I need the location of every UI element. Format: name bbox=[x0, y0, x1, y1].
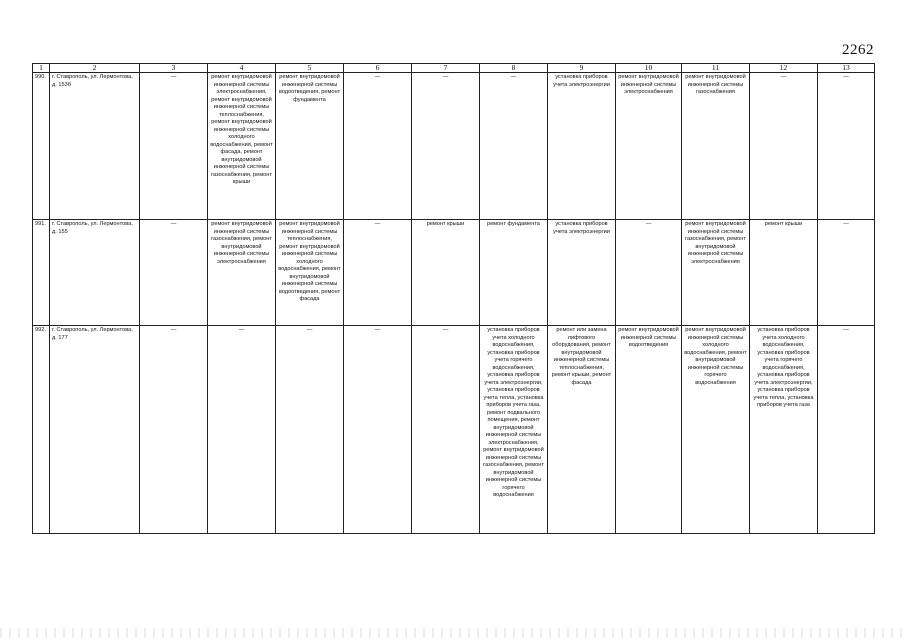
column-number: 3 bbox=[140, 64, 208, 73]
table-cell: — bbox=[208, 326, 276, 534]
address-cell: г. Ставрополь, ул. Лермонтова, д. 155 bbox=[50, 220, 140, 326]
table-cell: — bbox=[480, 73, 548, 220]
column-number: 6 bbox=[344, 64, 412, 73]
column-number: 11 bbox=[682, 64, 750, 73]
table-cell: ремонт внутридомовой инженерной системы холодного водоснабжения, ремонт внутридомовой инженерной системы горячего водоснабжения bbox=[682, 326, 750, 534]
table-row bbox=[33, 73, 875, 220]
table-cell: ремонт или замена лифтового оборудования, ремонт внутридомовой инженерной системы теплоснабжения, ремонт крыши, ремонт фасада bbox=[548, 326, 616, 534]
page-number: 2262 bbox=[842, 42, 874, 58]
table-cell: установка приборов учета электроэнергии bbox=[548, 220, 616, 326]
column-number-row bbox=[33, 64, 875, 73]
table-cell: ремонт внутридомовой инженерной системы газоснабжения, ремонт внутридомовой инженерной системы электроснабжения bbox=[208, 220, 276, 326]
table-cell: установка приборов учета холодного водоснабжения, установка приборов учета горячего водоснабжения, установка приборов учета электроэнергии, установка приборов учета тепла, установка приборов учета газа bbox=[750, 326, 818, 534]
table-cell: ремонт внутридомовой инженерной системы водоотведения, ремонт фундамента bbox=[276, 73, 344, 220]
column-number: 1 bbox=[33, 64, 50, 73]
column-number: 2 bbox=[50, 64, 140, 73]
table-cell: — bbox=[344, 326, 412, 534]
column-number: 5 bbox=[276, 64, 344, 73]
column-number: 13 bbox=[818, 64, 875, 73]
column-number: 10 bbox=[616, 64, 682, 73]
scan-noise bbox=[0, 628, 905, 638]
row-number: 992. bbox=[33, 326, 50, 534]
table-cell: — bbox=[276, 326, 344, 534]
table-cell: — bbox=[344, 220, 412, 326]
table-cell: — bbox=[818, 73, 875, 220]
table-cell: ремонт внутридомовой инженерной системы газоснабжения, ремонт внутридомовой инженерной системы электроснабжения bbox=[682, 220, 750, 326]
address-cell: г. Ставрополь, ул. Лермонтова, д. 177 bbox=[50, 326, 140, 534]
table-cell: ремонт внутридомовой инженерной системы электроснабжения bbox=[616, 73, 682, 220]
column-number: 12 bbox=[750, 64, 818, 73]
table-cell: — bbox=[750, 73, 818, 220]
table-cell: — bbox=[412, 73, 480, 220]
table-cell: установка приборов учета холодного водоснабжения, установка приборов учета горячего водоснабжения, установка приборов учета электроэнергии, установка приборов учета тепла, установка приборов учета газа, ремонт подвального помещения, ремонт внутридомовой инженерной системы электроснабжения, ремонт внутридомовой инженерной системы газоснабжения, ремонт внутридомовой инженерной системы горячего водоснабжения bbox=[480, 326, 548, 534]
row-number: 990. bbox=[33, 73, 50, 220]
table-cell: — bbox=[412, 326, 480, 534]
table-cell: — bbox=[140, 326, 208, 534]
table-row bbox=[33, 220, 875, 326]
table-cell: ремонт фундамента bbox=[480, 220, 548, 326]
column-number: 7 bbox=[412, 64, 480, 73]
table-cell: — bbox=[616, 220, 682, 326]
table-cell: установка приборов учета электроэнергии bbox=[548, 73, 616, 220]
table-cell: ремонт внутридомовой инженерной системы газоснабжения bbox=[682, 73, 750, 220]
table-cell: — bbox=[140, 220, 208, 326]
table-cell: ремонт внутридомовой инженерной системы электроснабжения, ремонт внутридомовой инженерной системы теплоснабжения, ремонт внутридомовой инженерной системы холодного водоснабжения, ремонт фасада, ремонт внутридомовой инженерной системы газоснабжения, ремонт крыши bbox=[208, 73, 276, 220]
table-cell: — bbox=[344, 73, 412, 220]
table-row bbox=[33, 326, 875, 534]
table-cell: ремонт внутридомовой инженерной системы водоотведения bbox=[616, 326, 682, 534]
table-cell: — bbox=[818, 220, 875, 326]
address-cell: г. Ставрополь, ул. Лермонтова, д. 153б bbox=[50, 73, 140, 220]
column-number: 4 bbox=[208, 64, 276, 73]
repair-schedule-table bbox=[32, 63, 875, 534]
row-number: 991. bbox=[33, 220, 50, 326]
table-cell: — bbox=[818, 326, 875, 534]
table-cell: — bbox=[140, 73, 208, 220]
column-number: 8 bbox=[480, 64, 548, 73]
table-cell: ремонт внутридомовой инженерной системы теплоснабжения, ремонт внутридомовой инженерной системы холодного водоснабжения, ремонт внутридомовой инженерной системы водоотведения, ремонт фасада bbox=[276, 220, 344, 326]
table-cell: ремонт крыши bbox=[750, 220, 818, 326]
column-number: 9 bbox=[548, 64, 616, 73]
table-cell: ремонт крыши bbox=[412, 220, 480, 326]
